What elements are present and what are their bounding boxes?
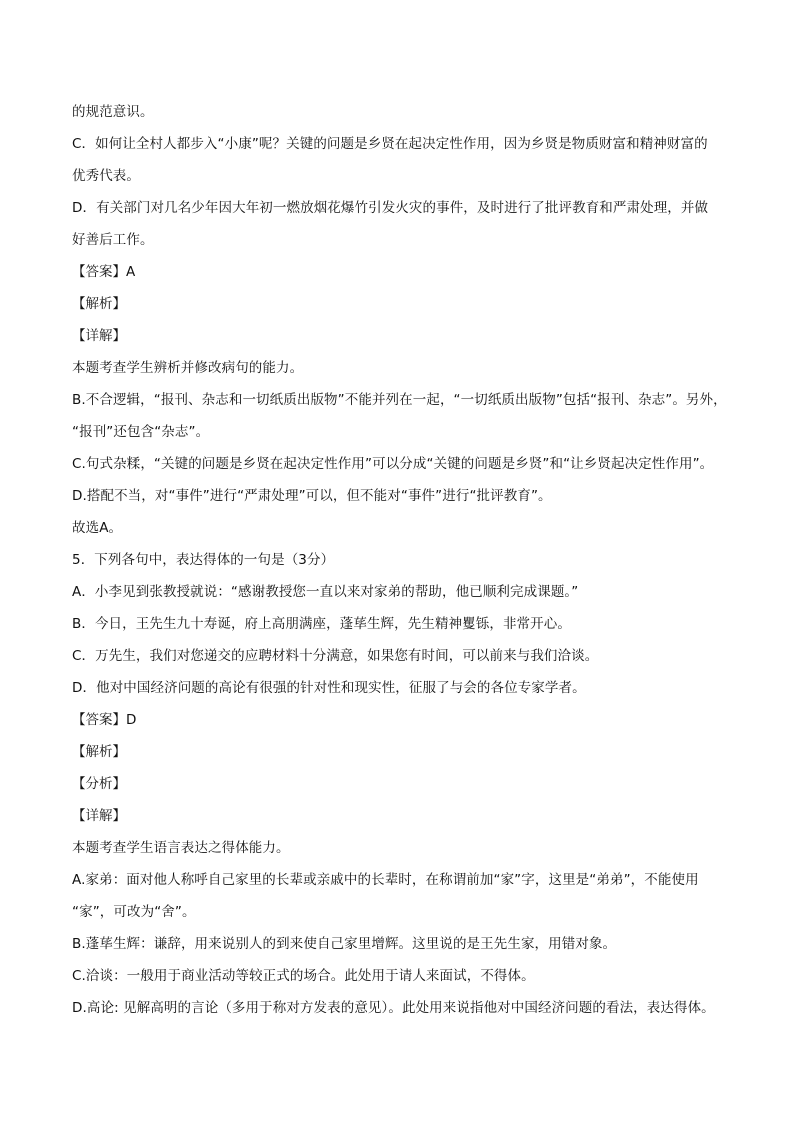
conclusion-line: 故选A。	[72, 520, 123, 536]
explanation-line: B.不合逻辑，“报刊、杂志和一切纸质出版物”不能并列在一起，“一切纸质出版物”包括“报刊、杂志”。另外，	[72, 392, 727, 408]
question-title: 5．下列各句中，表达得体的一句是（3分）	[72, 552, 335, 568]
option-d-line: D．有关部门对几名少年因大年初一燃放烟花爆竹引发火灾的事件，及时进行了批评教育和严肃处理，并做	[72, 200, 709, 216]
detail-label: 【详解】	[72, 328, 126, 344]
explanation-line: B.蓬荜生辉：谦辞，用来说别人的到来使自己家里增辉。这里说的是王先生家，用错对象。	[72, 936, 617, 952]
detail-label: 【详解】	[72, 808, 126, 824]
explanation-line: A.家弟：面对他人称呼自己家里的长辈或亲戚中的长辈时，在称谓前加“家”字，这里是“弟弟”，不能使用	[72, 872, 699, 888]
analysis-sub-label: 【分析】	[72, 776, 126, 792]
document-page	[72, 96, 730, 1024]
explanation-line: “报刊”还包含“杂志”。	[72, 424, 210, 440]
analysis-label: 【解析】	[72, 744, 126, 760]
option-d-line: D．他对中国经济问题的高论有很强的针对性和现实性，征服了与会的各位专家学者。	[72, 680, 586, 696]
explanation-line: C.句式杂糅，“关键的问题是乡贤在起决定性作用”可以分成“关键的问题是乡贤”和“让乡贤起决定性作用”。	[72, 456, 714, 472]
text-line: 好善后工作。	[72, 232, 154, 248]
option-a-line: A．小李见到张教授就说：“感谢教授您一直以来对家弟的帮助，他已顺利完成课题。”	[72, 584, 579, 600]
text-line: 的规范意识。	[72, 104, 154, 120]
answer-label: 【答案】D	[72, 712, 137, 728]
explanation-line: 本题考查学生辨析并修改病句的能力。	[72, 360, 304, 376]
explanation-line: D.搭配不当，对“事件”进行“严肃处理”可以，但不能对“事件”进行“批评教育”。	[72, 488, 552, 504]
explanation-line: “家”，可改为“舍”。	[72, 904, 196, 920]
text-line: 优秀代表。	[72, 168, 140, 184]
option-c-line: C．万先生，我们对您递交的应聘材料十分满意，如果您有时间，可以前来与我们洽谈。	[72, 648, 599, 664]
explanation-line: C.洽谈：一般用于商业活动等较正式的场合。此处用于请人来面试，不得体。	[72, 968, 535, 984]
option-c-line: C．如何让全村人都步入“小康”呢？关键的问题是乡贤在起决定性作用，因为乡贤是物质财富和精神财富的	[72, 136, 708, 152]
answer-label: 【答案】A	[72, 264, 136, 280]
explanation-line: 本题考查学生语言表达之得体能力。	[72, 840, 290, 856]
option-b-line: B．今日，王先生九十寿诞，府上高朋满座，蓬荜生辉，先生精神矍铄，非常开心。	[72, 616, 571, 632]
analysis-label: 【解析】	[72, 296, 126, 312]
explanation-line: D.高论: 见解高明的言论（多用于称对方发表的意见）。此处用来说指他对中国经济问题的看法，表达得体。	[72, 1000, 715, 1016]
